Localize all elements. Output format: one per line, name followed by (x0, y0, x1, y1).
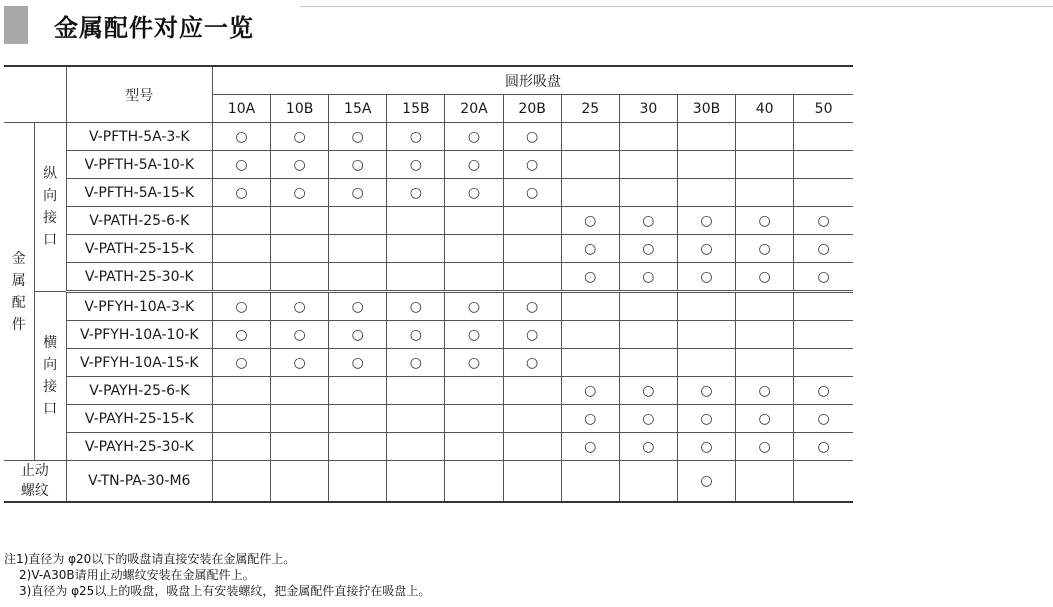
column-header: 20A (445, 95, 503, 123)
compatible-mark: ○ (387, 321, 445, 349)
empty-cell (212, 461, 270, 503)
compatible-mark: ○ (387, 292, 445, 321)
footnote-3: 3)直径为 φ25以上的吸盘，吸盘上有安装螺纹，把金属配件直接拧在吸盘上。 (19, 584, 431, 598)
compatible-mark: ○ (271, 123, 329, 151)
compatible-mark: ○ (445, 321, 503, 349)
model-cell: V-PFYH-10A-3-K (66, 292, 212, 321)
empty-cell (445, 433, 503, 461)
table-row (4, 349, 853, 377)
compatible-mark: ○ (271, 349, 329, 377)
empty-cell (794, 179, 853, 207)
empty-cell (677, 123, 735, 151)
empty-cell (736, 321, 794, 349)
compatible-mark: ○ (445, 151, 503, 179)
model-cell: V-PFTH-5A-10-K (66, 151, 212, 179)
empty-cell (329, 377, 387, 405)
compatible-mark: ○ (271, 292, 329, 321)
compatible-mark: ○ (387, 151, 445, 179)
corner-cell (4, 66, 66, 123)
empty-cell (619, 179, 677, 207)
footnotes (4, 551, 430, 599)
compatible-mark: ○ (794, 377, 853, 405)
model-cell: V-PAYH-25-15-K (66, 405, 212, 433)
compatible-mark: ○ (736, 377, 794, 405)
empty-cell (561, 349, 619, 377)
empty-cell (736, 123, 794, 151)
compatible-mark: ○ (736, 235, 794, 263)
empty-cell (212, 263, 270, 292)
compatible-mark: ○ (677, 377, 735, 405)
compatible-mark: ○ (445, 179, 503, 207)
compatible-mark: ○ (619, 377, 677, 405)
empty-cell (677, 349, 735, 377)
compatible-mark: ○ (677, 405, 735, 433)
compatible-mark: ○ (387, 179, 445, 207)
compatible-mark: ○ (387, 123, 445, 151)
compatible-mark: ○ (329, 349, 387, 377)
fitting-compatibility-table (4, 65, 853, 503)
compatible-mark: ○ (794, 207, 853, 235)
compatible-mark: ○ (212, 321, 270, 349)
model-cell: V-PFTH-5A-15-K (66, 179, 212, 207)
compatible-mark: ○ (677, 235, 735, 263)
empty-cell (561, 123, 619, 151)
empty-cell (736, 461, 794, 503)
compatible-mark: ○ (271, 321, 329, 349)
column-header: 25 (561, 95, 619, 123)
group-label-stop-thread (4, 461, 66, 503)
compatible-mark: ○ (329, 321, 387, 349)
empty-cell (271, 263, 329, 292)
compatible-mark: ○ (736, 263, 794, 292)
table-row (4, 321, 853, 349)
compatible-mark: ○ (561, 377, 619, 405)
empty-cell (794, 461, 853, 503)
empty-cell (503, 263, 561, 292)
empty-cell (329, 433, 387, 461)
empty-cell (619, 349, 677, 377)
column-header: 30 (619, 95, 677, 123)
empty-cell (794, 123, 853, 151)
table-row (4, 405, 853, 433)
compatible-mark: ○ (329, 292, 387, 321)
column-header: 10B (271, 95, 329, 123)
compatible-mark: ○ (271, 179, 329, 207)
empty-cell (619, 461, 677, 503)
model-cell: V-PAYH-25-30-K (66, 433, 212, 461)
column-header: 15A (329, 95, 387, 123)
empty-cell (329, 263, 387, 292)
group-label-line: 螺纹 (20, 483, 49, 499)
empty-cell (794, 151, 853, 179)
compatible-mark: ○ (212, 292, 270, 321)
empty-cell (503, 461, 561, 503)
page-title: 金属配件对应一览 (54, 14, 254, 42)
table-row (4, 292, 853, 321)
title-accent-bar (4, 6, 28, 44)
empty-cell (561, 321, 619, 349)
empty-cell (561, 292, 619, 321)
footnote-1: 注1)直径为 φ20以下的吸盘请直接安装在金属配件上。 (4, 552, 296, 566)
empty-cell (677, 179, 735, 207)
compatible-mark: ○ (677, 207, 735, 235)
table-row (4, 151, 853, 179)
empty-cell (736, 349, 794, 377)
table-row (4, 377, 853, 405)
compatible-mark: ○ (561, 207, 619, 235)
empty-cell (445, 235, 503, 263)
column-header: 20B (503, 95, 561, 123)
model-cell: V-PFTH-5A-3-K (66, 123, 212, 151)
empty-cell (387, 263, 445, 292)
compatible-mark: ○ (329, 151, 387, 179)
model-cell: V-PFYH-10A-10-K (66, 321, 212, 349)
model-cell: V-PFYH-10A-15-K (66, 349, 212, 377)
empty-cell (212, 433, 270, 461)
footnote-2: 2)V-A30B请用止动螺纹安装在金属配件上。 (19, 568, 255, 582)
compatible-mark: ○ (736, 207, 794, 235)
suction-cup-group-header: 圆形吸盘 (212, 66, 853, 95)
table-row (4, 433, 853, 461)
empty-cell (271, 405, 329, 433)
empty-cell (503, 433, 561, 461)
group-label-metal-fitting: 金 属 配 件 (4, 123, 34, 461)
group-label-vertical-port: 纵 向 接 口 (34, 123, 66, 292)
compatible-mark: ○ (503, 123, 561, 151)
table-row (4, 179, 853, 207)
column-header: 15B (387, 95, 445, 123)
header-rule (300, 6, 1053, 7)
column-header: 50 (794, 95, 853, 123)
compatible-mark: ○ (503, 151, 561, 179)
model-cell: V-PATH-25-6-K (66, 207, 212, 235)
empty-cell (212, 377, 270, 405)
empty-cell (212, 235, 270, 263)
empty-cell (445, 461, 503, 503)
table-row (4, 461, 853, 503)
empty-cell (387, 207, 445, 235)
model-cell: V-PATH-25-15-K (66, 235, 212, 263)
group-label-horizontal-port: 横 向 接 口 (34, 292, 66, 461)
compatible-mark: ○ (677, 461, 735, 503)
compatible-mark: ○ (736, 405, 794, 433)
empty-cell (212, 207, 270, 235)
compatible-mark: ○ (619, 207, 677, 235)
compatible-mark: ○ (619, 433, 677, 461)
model-cell: V-TN-PA-30-M6 (66, 461, 212, 503)
compatible-mark: ○ (212, 123, 270, 151)
empty-cell (387, 235, 445, 263)
model-cell: V-PATH-25-30-K (66, 263, 212, 292)
compatible-mark: ○ (794, 433, 853, 461)
compatible-mark: ○ (561, 263, 619, 292)
compatible-mark: ○ (561, 405, 619, 433)
empty-cell (794, 292, 853, 321)
table-row (4, 123, 853, 151)
compatible-mark: ○ (561, 235, 619, 263)
empty-cell (329, 405, 387, 433)
compatible-mark: ○ (794, 405, 853, 433)
compatible-mark: ○ (736, 433, 794, 461)
empty-cell (677, 292, 735, 321)
empty-cell (271, 235, 329, 263)
empty-cell (212, 405, 270, 433)
compatible-mark: ○ (794, 235, 853, 263)
table-row (4, 235, 853, 263)
empty-cell (271, 377, 329, 405)
empty-cell (619, 123, 677, 151)
compatible-mark: ○ (329, 179, 387, 207)
compatible-mark: ○ (677, 263, 735, 292)
table-row (4, 207, 853, 235)
empty-cell (445, 263, 503, 292)
empty-cell (271, 207, 329, 235)
compatible-mark: ○ (503, 179, 561, 207)
empty-cell (677, 151, 735, 179)
empty-cell (736, 292, 794, 321)
empty-cell (736, 179, 794, 207)
compatible-mark: ○ (329, 123, 387, 151)
empty-cell (794, 321, 853, 349)
compatible-mark: ○ (503, 321, 561, 349)
empty-cell (329, 461, 387, 503)
empty-cell (387, 461, 445, 503)
empty-cell (387, 377, 445, 405)
model-cell: V-PAYH-25-6-K (66, 377, 212, 405)
empty-cell (329, 235, 387, 263)
empty-cell (503, 405, 561, 433)
compatible-mark: ○ (677, 433, 735, 461)
column-header: 40 (736, 95, 794, 123)
empty-cell (561, 179, 619, 207)
compatible-mark: ○ (561, 433, 619, 461)
model-header: 型号 (66, 66, 212, 123)
empty-cell (736, 151, 794, 179)
compatible-mark: ○ (503, 292, 561, 321)
empty-cell (794, 349, 853, 377)
compatible-mark: ○ (445, 292, 503, 321)
compatible-mark: ○ (619, 263, 677, 292)
empty-cell (619, 321, 677, 349)
compatible-mark: ○ (271, 151, 329, 179)
empty-cell (387, 405, 445, 433)
compatible-mark: ○ (794, 263, 853, 292)
empty-cell (503, 235, 561, 263)
empty-cell (445, 377, 503, 405)
empty-cell (387, 433, 445, 461)
compatible-mark: ○ (445, 349, 503, 377)
empty-cell (329, 207, 387, 235)
compatible-mark: ○ (619, 405, 677, 433)
empty-cell (619, 292, 677, 321)
compatible-mark: ○ (387, 349, 445, 377)
empty-cell (677, 321, 735, 349)
empty-cell (445, 207, 503, 235)
group-label-line: 止动 (20, 463, 49, 479)
empty-cell (271, 461, 329, 503)
compatible-mark: ○ (212, 349, 270, 377)
compatible-mark: ○ (619, 235, 677, 263)
compatible-mark: ○ (212, 151, 270, 179)
table-row (4, 263, 853, 292)
compatible-mark: ○ (445, 123, 503, 151)
empty-cell (561, 151, 619, 179)
compatible-mark: ○ (503, 349, 561, 377)
empty-cell (271, 433, 329, 461)
empty-cell (561, 461, 619, 503)
empty-cell (503, 377, 561, 405)
column-header: 30B (677, 95, 735, 123)
compatible-mark: ○ (212, 179, 270, 207)
empty-cell (503, 207, 561, 235)
empty-cell (445, 405, 503, 433)
column-header: 10A (212, 95, 270, 123)
empty-cell (619, 151, 677, 179)
